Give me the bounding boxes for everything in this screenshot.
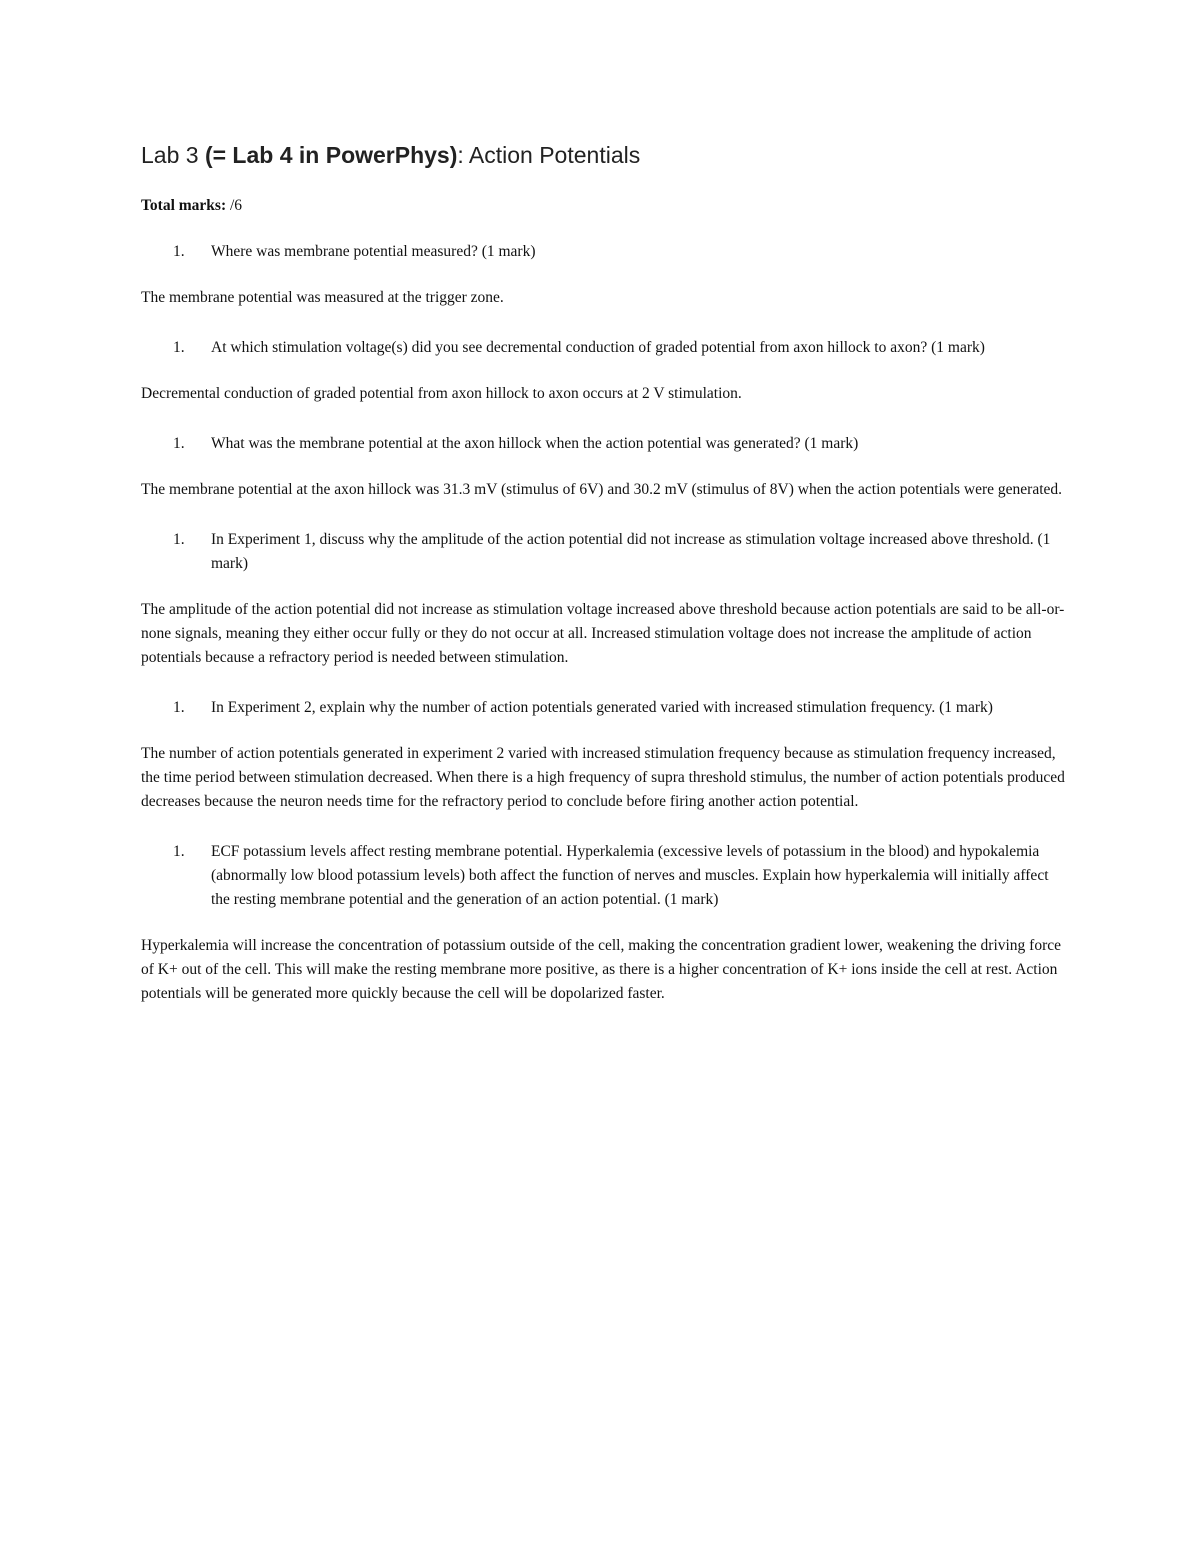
title-suffix: : Action Potentials	[457, 142, 641, 168]
total-marks-value: /6	[226, 197, 243, 214]
question-1	[141, 240, 1071, 264]
question-number: 1.	[173, 531, 185, 548]
answer-3: The membrane potential at the axon hillock was 31.3 mV (stimulus of 6V) and 30.2 mV (stimulus of 8V) when the action potentials were generated.	[141, 481, 1063, 498]
title-bold: (= Lab 4 in PowerPhys)	[204, 142, 458, 168]
question-text: ECF potassium levels affect resting membrane potential. Hyperkalemia (excessive levels of potassium in the blood) and hypokalemia (abnormally low blood potassium levels) both affect the function of nerves and muscles. Explain how hyperkalemia will initially affect the resting membrane potential and the generation of an action potential. (1 mark)	[211, 843, 1049, 908]
question-2	[141, 336, 1071, 360]
question-text: At which stimulation voltage(s) did you see decremental conduction of graded potential from axon hillock to axon? (1 mark)	[211, 339, 985, 356]
document-content	[141, 138, 1071, 1032]
question-number: 1.	[173, 339, 185, 356]
question-number: 1.	[173, 243, 185, 260]
question-number: 1.	[173, 699, 185, 716]
question-number: 1.	[173, 843, 185, 860]
question-text: What was the membrane potential at the axon hillock when the action potential was generated? (1 mark)	[211, 435, 859, 452]
question-3	[141, 432, 1071, 456]
answer-2: Decremental conduction of graded potential from axon hillock to axon occurs at 2 V stimulation.	[141, 385, 742, 402]
question-6	[141, 840, 1071, 912]
answer-1: The membrane potential was measured at the trigger zone.	[141, 289, 504, 306]
title-prefix: Lab 3	[141, 142, 205, 168]
total-marks-label: Total marks:	[141, 197, 227, 214]
question-5	[141, 696, 1071, 720]
question-text: In Experiment 1, discuss why the amplitude of the action potential did not increase as stimulation voltage increased above threshold. (1 mark)	[211, 531, 1051, 572]
document-title	[141, 138, 1071, 172]
question-text: Where was membrane potential measured? (1 mark)	[211, 243, 536, 260]
answer-6: Hyperkalemia will increase the concentration of potassium outside of the cell, making the concentration gradient lower, weakening the driving force of K+ out of the cell. This will make the resting membrane more positive, as there is a higher concentration of K+ ions inside the cell at rest. Action potentials will be generated more quickly because the cell will be dopolarized faster.	[141, 937, 1062, 1002]
question-text: In Experiment 2, explain why the number of action potentials generated varied with increased stimulation frequency. (1 mark)	[211, 699, 993, 716]
total-marks	[141, 194, 1071, 218]
answer-4: The amplitude of the action potential did not increase as stimulation voltage increased above threshold because action potentials are said to be all-or-none signals, meaning they either occur fully or they do not occur at all. Increased stimulation voltage does not increase the amplitude of action potentials because a refractory period is needed between stimulation.	[141, 601, 1065, 666]
question-4	[141, 528, 1071, 576]
answer-5: The number of action potentials generated in experiment 2 varied with increased stimulation frequency because as stimulation frequency increased, the time period between stimulation decreased. When there is a high frequency of supra threshold stimulus, the number of action potentials produced decreases because the neuron needs time for the refractory period to conclude before firing another action potential.	[141, 745, 1065, 810]
question-number: 1.	[173, 435, 185, 452]
